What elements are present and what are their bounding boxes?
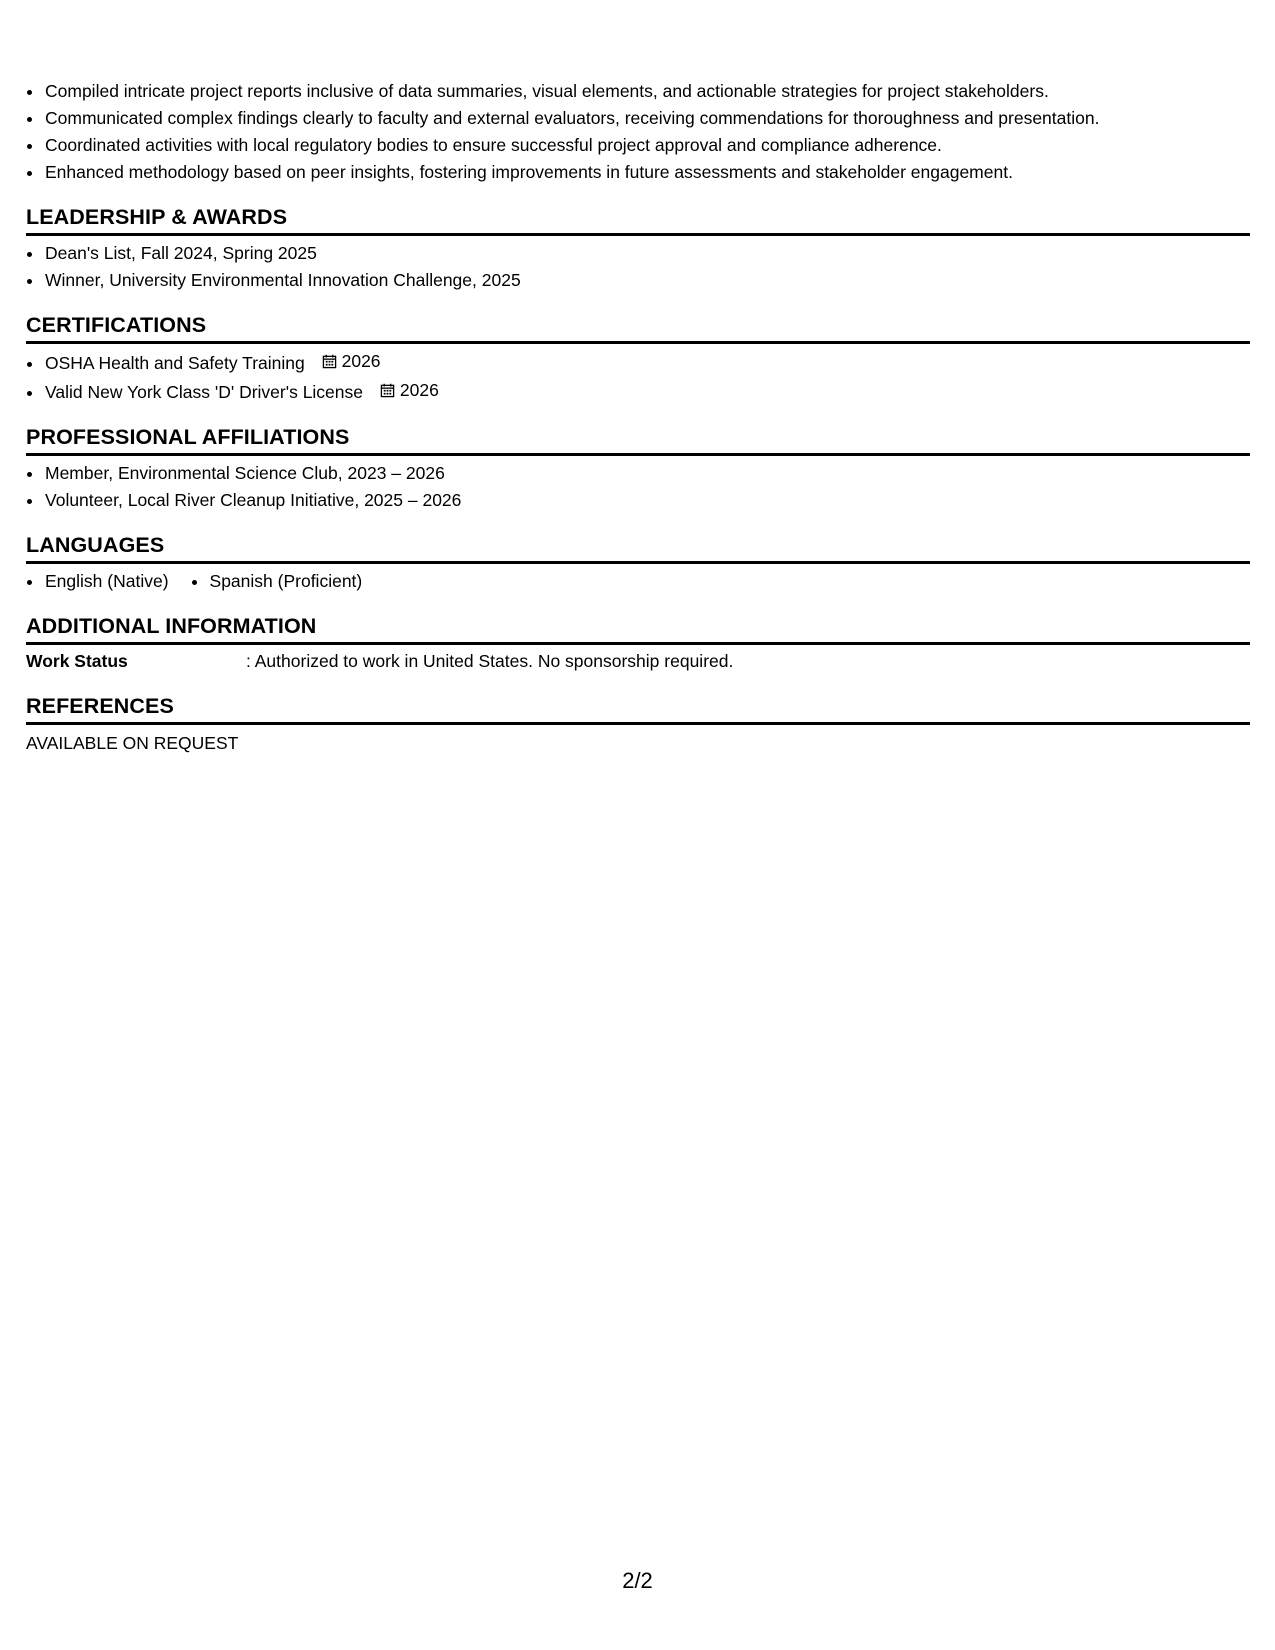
languages-section [26,532,1250,595]
experience-bullet: • Communicated complex findings clearly to faculty and external evaluators, receiving commendations for thoroughness and presentation. [44,105,1250,132]
certification-item [44,377,1250,406]
language-item: • Spanish (Proficient) [209,568,363,595]
certification-name: Valid New York Class 'D' Driver's License [45,382,364,402]
references-section [26,693,1250,757]
language-item: • English (Native) [44,568,169,595]
certifications-section [26,312,1250,406]
experience-bullet: • Compiled intricate project reports inclusive of data summaries, visual elements, and actionable strategies for project stakeholders. [44,78,1250,105]
work-status-row [26,648,1250,675]
experience-bullet: • Enhanced methodology based on peer insights, fostering improvements in future assessments and stakeholder engagement. [44,159,1250,186]
calendar-icon [322,354,337,369]
references-text: AVAILABLE ON REQUEST [26,733,239,753]
affiliation-item: • Volunteer, Local River Cleanup Initiative, 2025 – 2026 [44,487,1250,514]
certification-item [44,348,1250,377]
affiliations-section [26,424,1250,514]
page-number: 2/2 [622,1568,653,1593]
leadership-list [26,240,1250,294]
leadership-item: • Winner, University Environmental Innovation Challenge, 2025 [44,267,1250,294]
languages-list [26,568,1250,595]
affiliations-list [26,460,1250,514]
affiliations-heading: PROFESSIONAL AFFILIATIONS [26,424,1250,456]
certification-date [322,348,381,375]
languages-heading: LANGUAGES [26,532,1250,564]
leadership-item: • Dean's List, Fall 2024, Spring 2025 [44,240,1250,267]
certification-year: 2026 [341,351,381,371]
leadership-section [26,204,1250,294]
certification-name: OSHA Health and Safety Training [45,353,305,373]
resume-page [26,78,1250,757]
experience-bullet-list [26,78,1250,186]
additional-info-section [26,613,1250,675]
certifications-list [26,348,1250,406]
experience-bullet: • Coordinated activities with local regulatory bodies to ensure successful project approval and compliance adherence. [44,132,1250,159]
additional-info-heading: ADDITIONAL INFORMATION [26,613,1250,645]
certification-year: 2026 [399,380,439,400]
affiliation-item: • Member, Environmental Science Club, 2023 – 2026 [44,460,1250,487]
references-heading: REFERENCES [26,693,1250,725]
leadership-heading: LEADERSHIP & AWARDS [26,204,1250,236]
work-status-label: Work Status [26,651,128,671]
certification-date [380,377,439,404]
work-status-value: : Authorized to work in United States. No sponsorship required. [246,651,734,671]
calendar-icon [380,383,395,398]
certifications-heading: CERTIFICATIONS [26,312,1250,344]
